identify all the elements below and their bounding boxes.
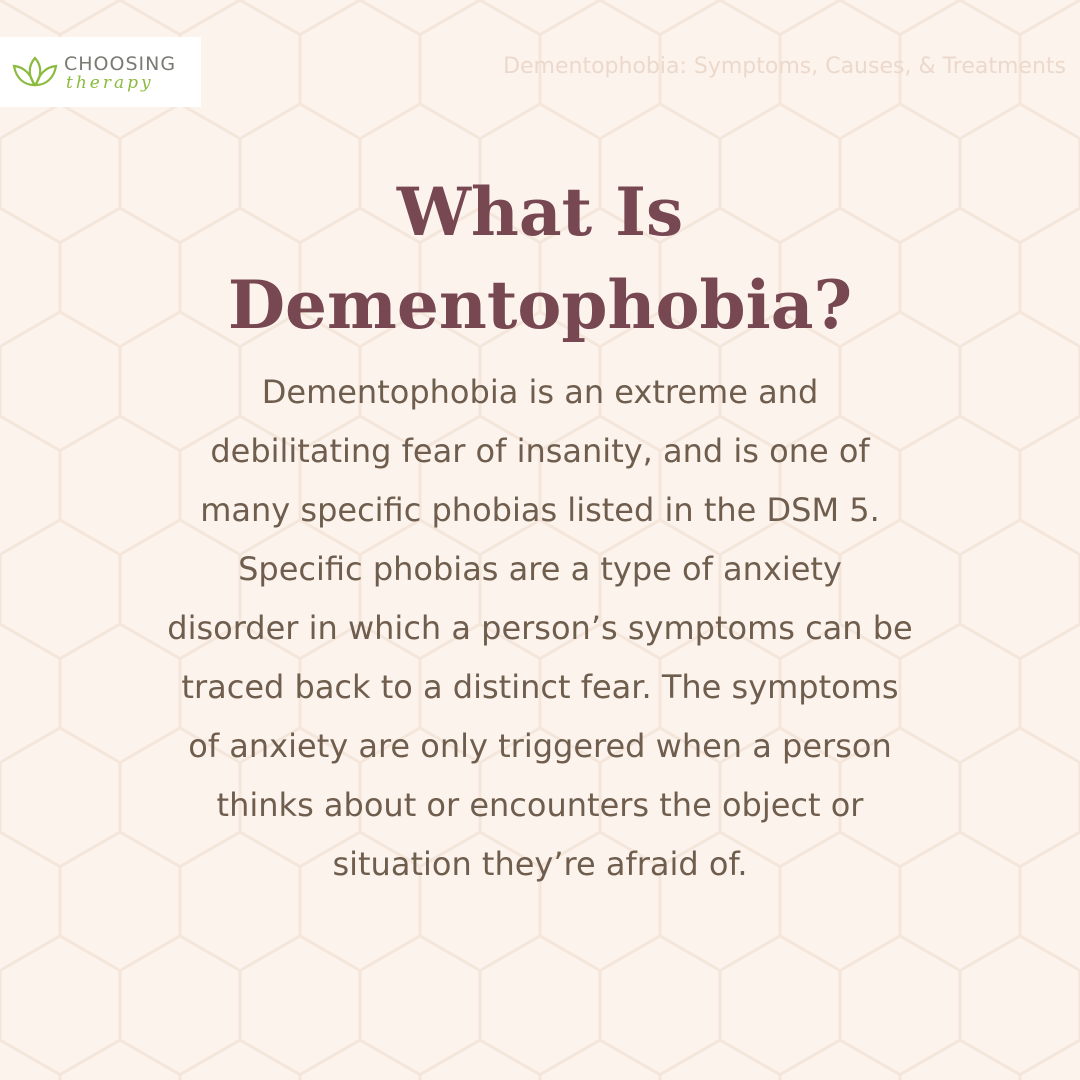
body-line: situation they’re afraid of.	[332, 845, 748, 883]
body-line: thinks about or encounters the object or	[216, 786, 864, 824]
page-headline	[40, 166, 1040, 352]
body-line: of anxiety are only triggered when a person	[188, 727, 892, 765]
article-title: Dementophobia: Symptoms, Causes, & Treatments	[503, 54, 1066, 79]
lotus-icon	[10, 52, 60, 92]
headline-line: Dementophobia?	[227, 266, 853, 344]
logo-wordmark: CHOOSING	[64, 53, 177, 75]
choosing-therapy-logo[interactable]	[0, 37, 201, 107]
headline-line: What Is	[396, 173, 684, 251]
body-paragraph	[110, 363, 970, 894]
body-line: many specific phobias listed in the DSM 5.	[200, 491, 880, 529]
body-line: traced back to a distinct fear. The symptoms	[181, 668, 899, 706]
body-line: debilitating fear of insanity, and is one of	[210, 432, 870, 470]
body-line: Dementophobia is an extreme and	[261, 373, 819, 411]
logo-script-text: therapy	[66, 73, 154, 93]
body-line: disorder in which a person’s symptoms can be	[167, 609, 913, 647]
body-line: Specific phobias are a type of anxiety	[238, 550, 842, 588]
